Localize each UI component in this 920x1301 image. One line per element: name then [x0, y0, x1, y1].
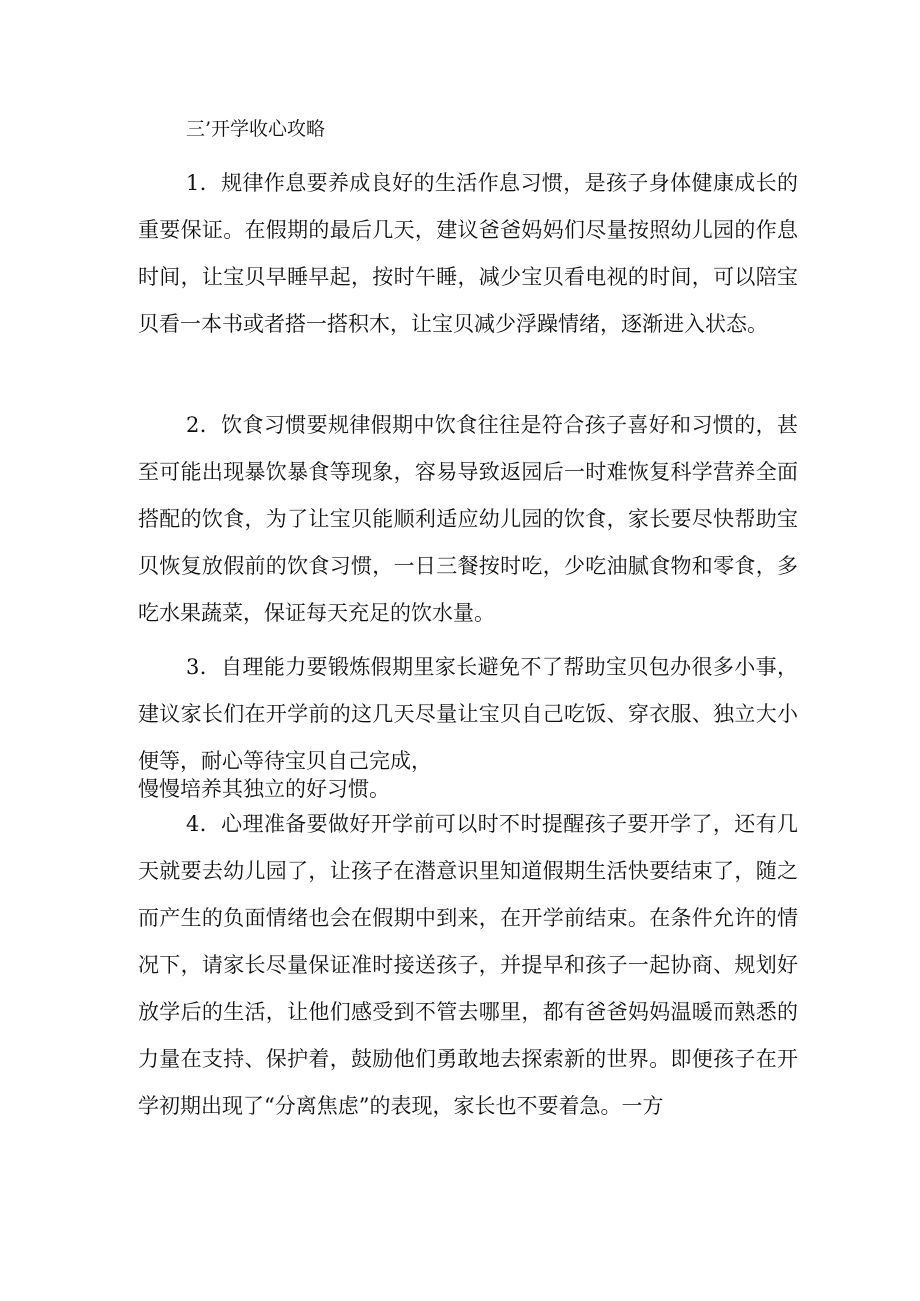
- paragraph-3-continuation: 慢慢培养其独立的好习惯。: [138, 777, 390, 801]
- paragraph-2: 2．饮食习惯要规律假期中饮食往往是符合孩子喜好和习惯的，甚至可能出现暴饮暴食等现象，容易导致返园后一时难恢复科学营养全面搭配的饮食，为了让宝贝能顺利适应幼儿园的饮食，家长要尽快帮助宝贝恢复放假前的饮食习惯，一日三餐按时吃，少吃油腻食物和零食，多吃水果蔬菜，保证每天充足的饮水量。: [138, 413, 798, 625]
- paragraph-3: 3．自理能力要锻炼假期里家长避免不了帮助宝贝包办很多小事，建议家长们在开学前的这几天尽量让宝贝自己吃饭、穿衣服、独立大小便等，耐心等待宝贝自己完成，: [138, 655, 798, 773]
- paragraph-1: 1．规律作息要养成良好的生活作息习惯，是孩子身体健康成长的重要保证。在假期的最后几天，建议爸爸妈妈们尽量按照幼儿园的作息时间，让宝贝早睡早起，按时午睡，减少宝贝看电视的时间，可以陪宝贝看一本书或者搭一搭积木，让宝贝减少浮躁情绪，逐渐进入状态。: [138, 171, 798, 336]
- paragraph-3-block: [138, 644, 798, 806]
- paragraph-4: 4．心理准备要做好开学前可以时不时提醒孩子要开学了，还有几天就要去幼儿园了，让孩子在潜意识里知道假期生活快要结束了，随之而产生的负面情绪也会在假期中到来，在开学前结束。在条件允许的情况下，请家长尽量保证准时接送孩子，并提早和孩子一起协商、规划好放学后的生活，让他们感受到不管去哪里，都有爸爸妈妈温暖而熟悉的力量在支持、保护着，鼓励他们勇敢地去探索新的世界。即便孩子在开学初期出现了“分离焦虑”的表现，家长也不要着急。一方: [138, 812, 798, 1118]
- section-heading: 三’开学收心攻略: [186, 118, 326, 140]
